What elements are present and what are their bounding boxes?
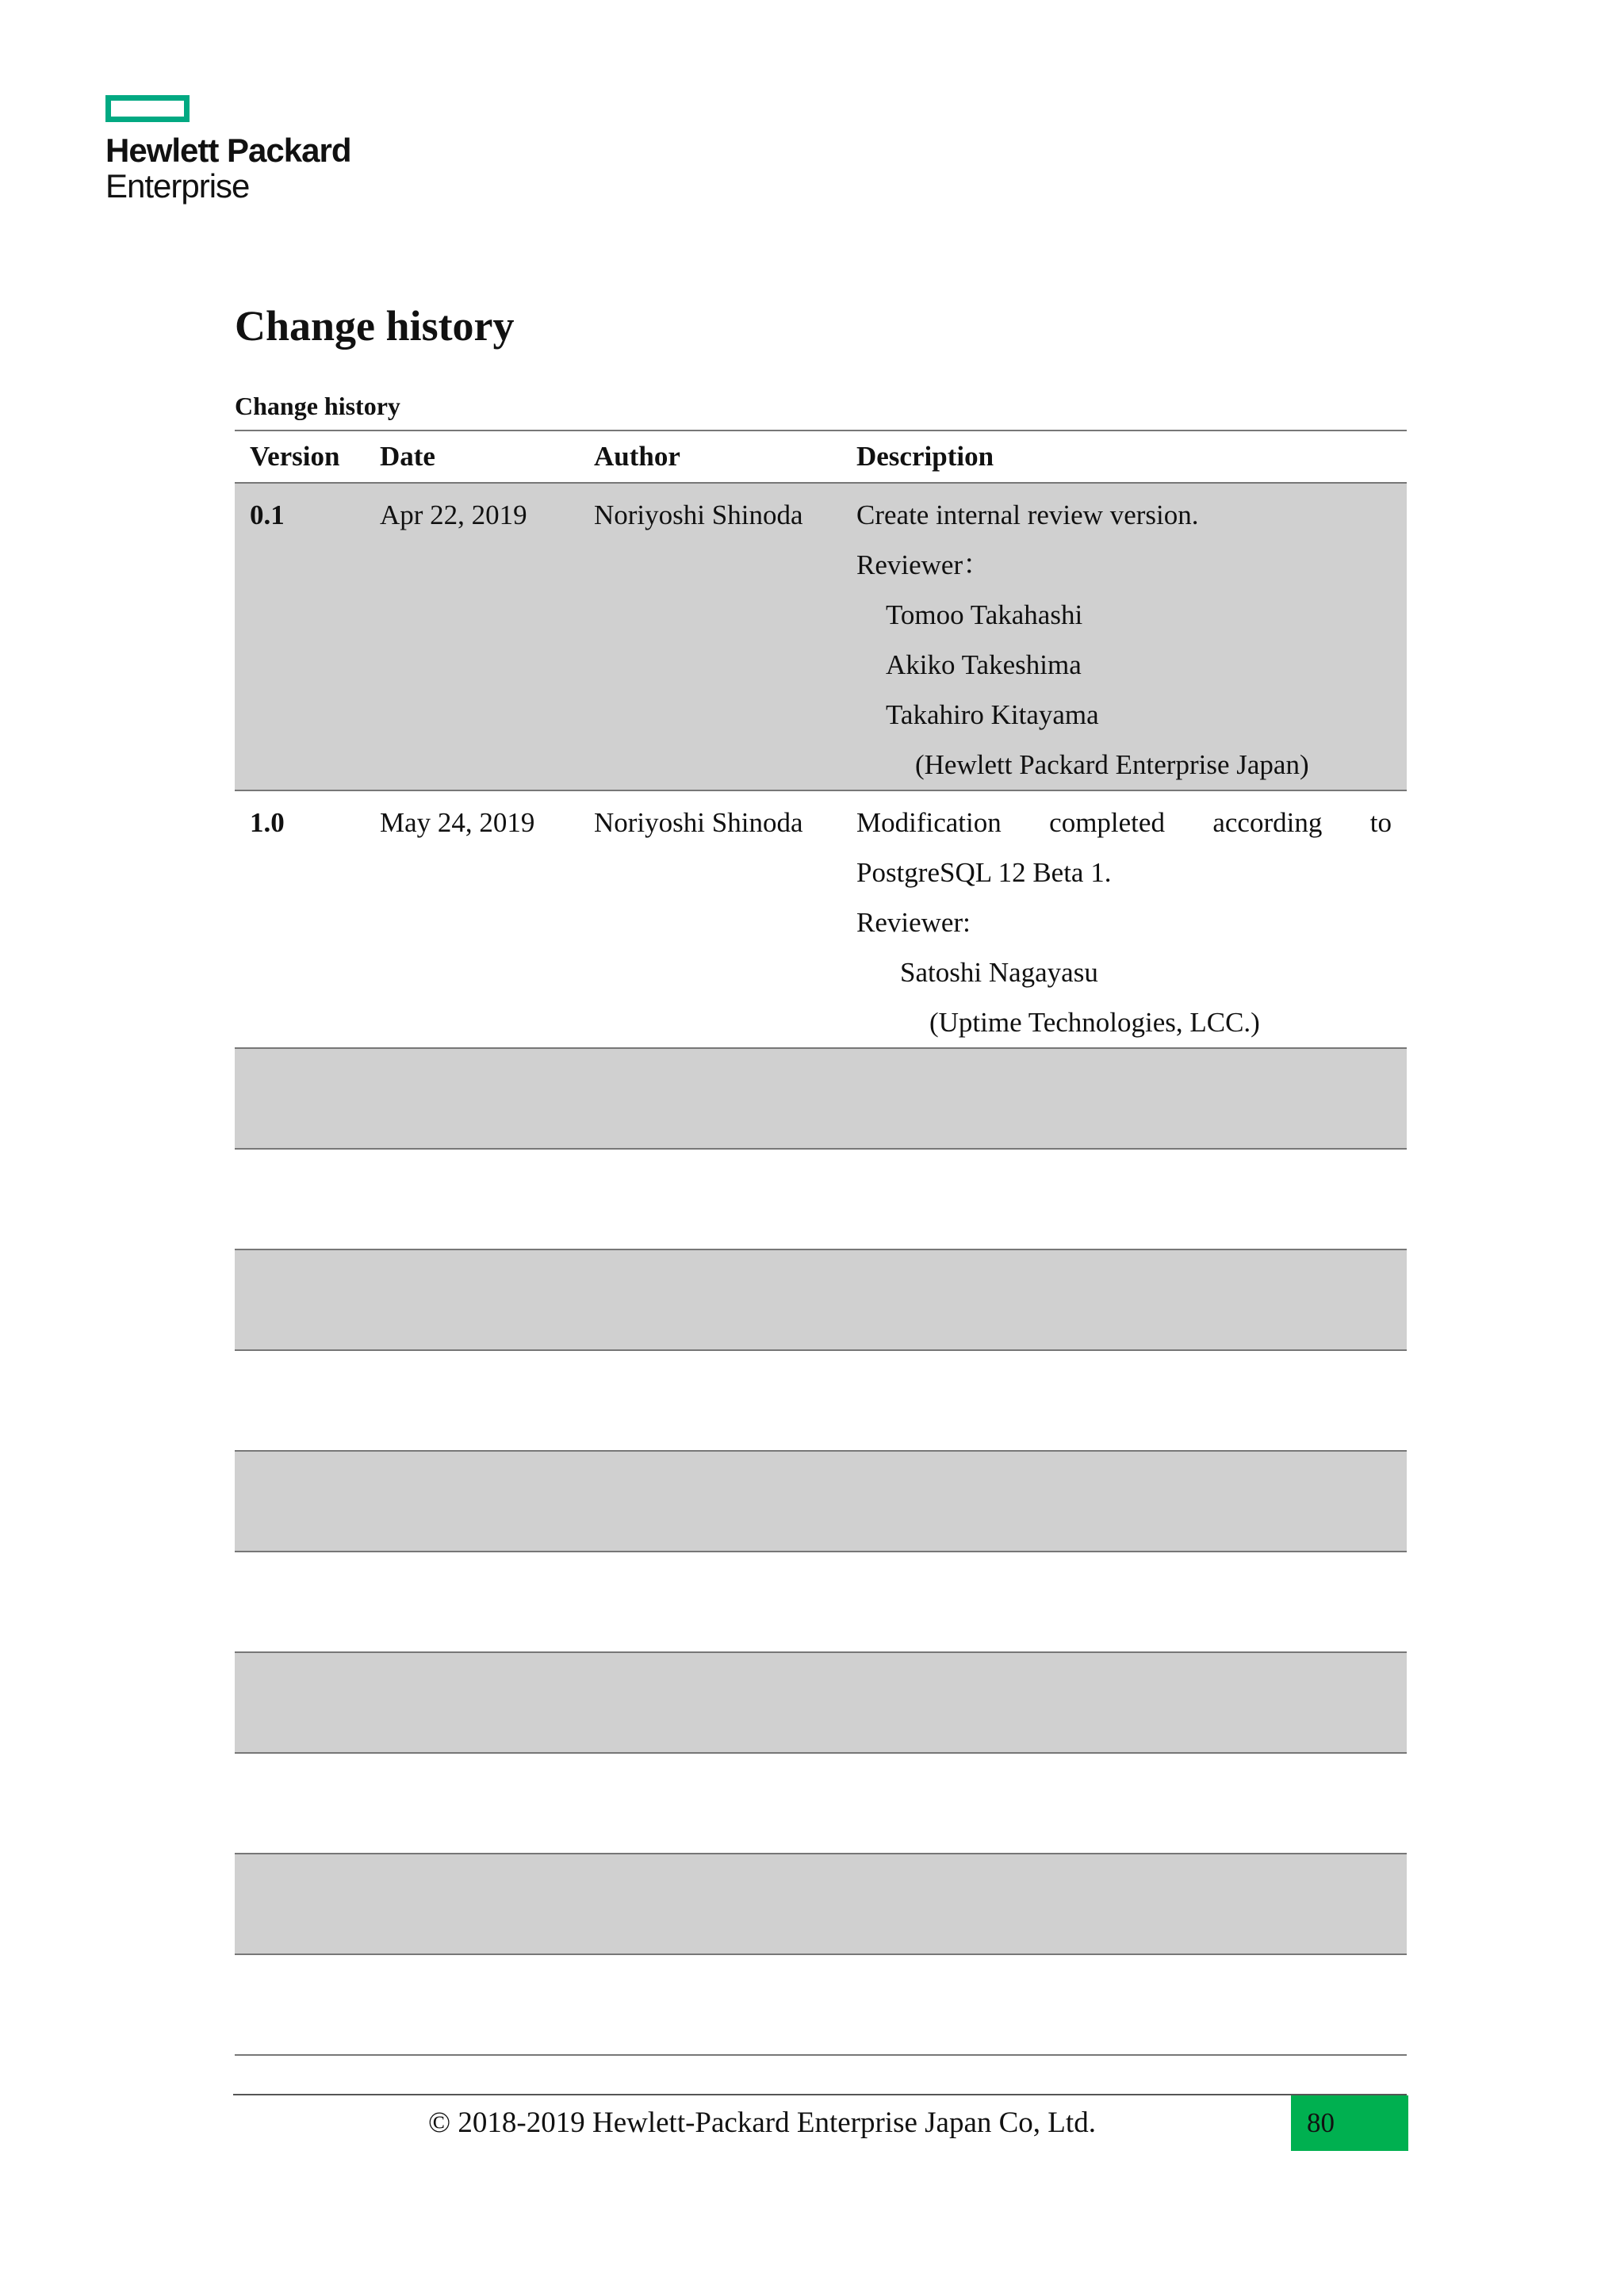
description-line: Create internal review version. [856,499,1199,530]
version-cell: 0.1 [235,483,365,790]
table-row [235,483,1407,790]
reviewer-name: Akiko Takeshima [886,649,1082,680]
empty-table-row [235,1552,1407,1652]
table-caption: Change history [235,392,400,420]
page-title: Change history [235,302,515,350]
version-cell: 1.0 [235,790,365,1048]
empty-table-row [235,1652,1407,1753]
description-line: Reviewer： [856,549,991,580]
hpe-logo-mark [105,95,190,122]
empty-table-row [235,1048,1407,1149]
footer-copyright: © 2018-2019 Hewlett-Packard Enterprise Japan Co, Ltd. [428,2107,1096,2139]
reviewer-affiliation: (Uptime Technologies, LCC.) [929,1007,1260,1038]
description-line: Reviewer: [856,907,971,938]
page-number: 80 [1291,2095,1408,2151]
empty-table-row [235,1753,1407,1854]
table-row [235,790,1407,1048]
logo-text-line1: Hewlett Packard [105,132,351,169]
logo-text-line2: Enterprise [105,167,250,205]
change-history-table [235,430,1407,2056]
reviewer-affiliation: (Hewlett Packard Enterprise Japan) [915,749,1309,780]
column-header-version: Version [235,430,365,483]
empty-table-row [235,1451,1407,1552]
column-header-date: Date [365,430,579,483]
column-header-author: Author [579,430,841,483]
description-cell [841,483,1407,790]
date-cell: Apr 22, 2019 [365,483,579,790]
company-logo [105,95,359,205]
description-cell [841,790,1407,1048]
date-cell: May 24, 2019 [365,790,579,1048]
description-line: PostgreSQL 12 Beta 1. [856,857,1112,888]
author-cell: Noriyoshi Shinoda [579,483,841,790]
table-header-row [235,430,1407,483]
empty-table-row [235,1854,1407,1954]
column-header-description: Description [841,430,1407,483]
empty-table-row [235,1249,1407,1350]
author-cell: Noriyoshi Shinoda [579,790,841,1048]
empty-table-row [235,1149,1407,1249]
reviewer-name: Takahiro Kitayama [886,699,1099,730]
reviewer-name: Tomoo Takahashi [886,599,1083,630]
reviewer-name: Satoshi Nagayasu [900,957,1098,988]
empty-table-row [235,1350,1407,1451]
description-line: Modification completed according to [856,807,1392,838]
empty-table-row [235,1954,1407,2055]
